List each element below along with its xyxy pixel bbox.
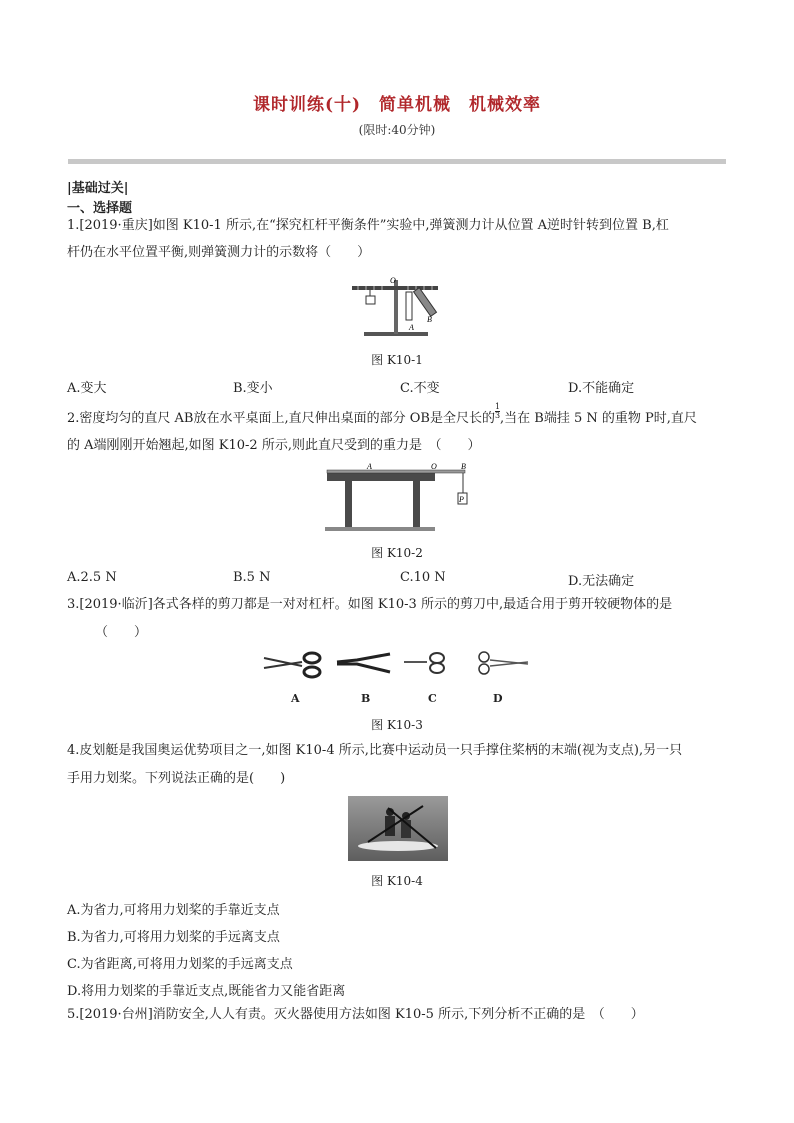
q1-option-c[interactable]: C.不变	[400, 381, 440, 396]
q1-option-a[interactable]: A.变大	[67, 381, 107, 396]
q2-option-c[interactable]: C.10 N	[400, 570, 446, 585]
scissors-d-icon	[479, 652, 528, 674]
label-a: A	[367, 462, 372, 471]
q1-option-b[interactable]: B.变小	[233, 381, 273, 396]
q4-line1: 4.皮划艇是我国奥运优势项目之一,如图 K10-4 所示,比赛中运动员一只手撑住桨柄的末端(视为支点),另一只	[67, 743, 683, 758]
q2-caption: 图 K10-2	[371, 546, 423, 560]
label-p: P	[459, 495, 464, 504]
q2-line1-b: ,当在 B端挂 5 N 的重物 P时,直尺	[500, 411, 697, 426]
figure-k10-2-ruler-table	[325, 461, 475, 533]
q2-option-d[interactable]: D.无法确定	[568, 574, 635, 589]
q1-caption: 图 K10-1	[371, 353, 423, 367]
q4-option-c[interactable]: C.为省距离,可将用力划桨的手远离支点	[67, 957, 293, 972]
q2-line2: 的 A端刚刚开始翘起,如图 K10-2 所示,则此直尺受到的重力是 （ ）	[67, 438, 481, 453]
q3-line2: （ ）	[95, 625, 148, 640]
figure-k10-1-lever	[350, 270, 440, 340]
label-a: A	[409, 323, 414, 332]
scissor-label-c: C	[428, 692, 437, 705]
scissors-b-icon	[337, 654, 390, 672]
q4-option-d[interactable]: D.将用力划桨的手靠近支点,既能省力又能省距离	[67, 984, 346, 999]
q2-option-a[interactable]: A.2.5 N	[67, 570, 117, 585]
label-b: B	[461, 462, 466, 471]
q2-line1	[67, 403, 697, 431]
q4-line2: 手用力划桨。下列说法正确的是( )	[67, 771, 286, 786]
q3-caption: 图 K10-3	[371, 718, 423, 732]
section-basic: |基础过关|	[67, 181, 129, 196]
q4-caption: 图 K10-4	[371, 874, 423, 888]
header-divider	[68, 159, 726, 164]
q3-line1: 3.[2019·临沂]各式各样的剪刀都是一对对杠杆。如图 K10-3 所示的剪刀中,最适合用于剪开较硬物体的是	[67, 597, 673, 612]
q2-line1-a: 2.密度均匀的直尺 AB放在水平桌面上,直尺伸出桌面的部分 OB是全尺长的	[67, 411, 495, 426]
fraction-one-third: $\frac{1}{3}$	[494, 402, 501, 420]
scissors-a-icon	[264, 653, 320, 677]
q5-line1: 5.[2019·台州]消防安全,人人有责。灭火器使用方法如图 K10-5 所示,下列分析不正确的是 （ ）	[67, 1007, 644, 1022]
figure-k10-4-kayak-photo	[348, 796, 448, 861]
scissor-label-d: D	[493, 692, 503, 705]
label-b: B	[427, 315, 432, 324]
q1-option-d[interactable]: D.不能确定	[568, 381, 635, 396]
page-title: 课时训练(十) 简单机械 机械效率	[252, 95, 542, 115]
scissors-c-icon	[404, 653, 444, 673]
q1-line1: 1.[2019·重庆]如图 K10-1 所示,在“探究杠杆平衡条件”实验中,弹簧测力计从位置 A逆时针转到位置 B,杠	[67, 218, 669, 233]
q4-option-b[interactable]: B.为省力,可将用力划桨的手远离支点	[67, 930, 280, 945]
q1-line2: 杆仍在水平位置平衡,则弹簧测力计的示数将（ ）	[67, 245, 371, 260]
q4-option-a[interactable]: A.为省力,可将用力划桨的手靠近支点	[67, 903, 280, 918]
q2-option-b[interactable]: B.5 N	[233, 570, 271, 585]
label-o: O	[431, 462, 437, 471]
section-choice: 一、选择题	[67, 201, 133, 216]
figure-k10-3-scissors	[262, 648, 532, 688]
label-o: O	[390, 276, 396, 285]
scissor-label-b: B	[361, 692, 371, 705]
scissor-label-a: A	[291, 692, 300, 705]
time-limit: (限时:40分钟)	[358, 123, 436, 137]
